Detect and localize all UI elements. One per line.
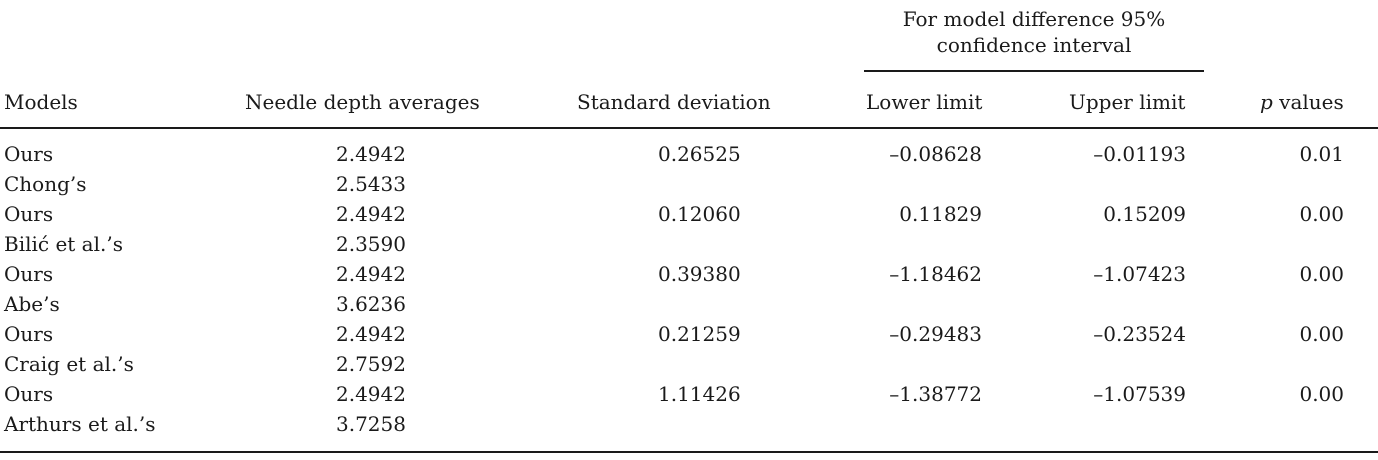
- cell-needle-depth-average: 3.6236: [336, 292, 406, 316]
- cell-lower-limit: –1.18462: [889, 262, 982, 286]
- header-rule: [0, 127, 1378, 129]
- cell-upper-limit: –1.07423: [1093, 262, 1186, 286]
- cell-model: Ours: [4, 322, 54, 346]
- cell-standard-deviation: 0.26525: [658, 142, 741, 166]
- cell-standard-deviation: 1.11426: [658, 382, 741, 406]
- cell-p-value: 0.00: [1299, 322, 1344, 346]
- group-header-line-2: confidence interval: [936, 33, 1132, 57]
- header-p-letter: p: [1260, 90, 1273, 114]
- confidence-interval-group-header: [862, 6, 1206, 58]
- table-row: [0, 322, 1378, 352]
- cell-p-value: 0.00: [1299, 262, 1344, 286]
- cell-needle-depth-average: 2.4942: [336, 142, 406, 166]
- cell-model: Ours: [4, 382, 54, 406]
- cell-needle-depth-average: 2.5433: [336, 172, 406, 196]
- cell-model: Craig et al.’s: [4, 352, 134, 376]
- cell-p-value: 0.00: [1299, 382, 1344, 406]
- cell-model: Chong’s: [4, 172, 87, 196]
- table-row: [0, 202, 1378, 232]
- table-body: [0, 142, 1378, 442]
- table-row: [0, 142, 1378, 172]
- cell-p-value: 0.00: [1299, 202, 1344, 226]
- table-row: [0, 352, 1378, 382]
- header-needle-depth-averages: Needle depth averages: [245, 90, 480, 114]
- cell-upper-limit: –0.23524: [1093, 322, 1186, 346]
- header-upper-limit: Upper limit: [1069, 90, 1186, 114]
- cell-upper-limit: –1.07539: [1093, 382, 1186, 406]
- cell-model: Bilić et al.’s: [4, 232, 123, 256]
- cell-needle-depth-average: 2.4942: [336, 202, 406, 226]
- cell-upper-limit: 0.15209: [1103, 202, 1186, 226]
- cell-needle-depth-average: 3.7258: [336, 412, 406, 436]
- table-row: [0, 262, 1378, 292]
- header-p-values: [1260, 90, 1344, 114]
- table-row: [0, 172, 1378, 202]
- cell-model: Ours: [4, 262, 54, 286]
- cell-model: Arthurs et al.’s: [4, 412, 156, 436]
- table-row: [0, 382, 1378, 412]
- cell-model: Ours: [4, 142, 54, 166]
- table-row: [0, 412, 1378, 442]
- cell-lower-limit: –1.38772: [889, 382, 982, 406]
- cell-model: Ours: [4, 202, 54, 226]
- table-row: [0, 292, 1378, 322]
- cell-needle-depth-average: 2.4942: [336, 382, 406, 406]
- cell-needle-depth-average: 2.7592: [336, 352, 406, 376]
- cell-upper-limit: –0.01193: [1093, 142, 1186, 166]
- cell-lower-limit: 0.11829: [899, 202, 982, 226]
- header-standard-deviation: Standard deviation: [577, 90, 771, 114]
- cell-standard-deviation: 0.39380: [658, 262, 741, 286]
- cell-lower-limit: –0.29483: [889, 322, 982, 346]
- cell-standard-deviation: 0.12060: [658, 202, 741, 226]
- cell-lower-limit: –0.08628: [889, 142, 982, 166]
- header-p-rest: values: [1272, 90, 1344, 114]
- header-models: Models: [4, 90, 78, 114]
- cell-standard-deviation: 0.21259: [658, 322, 741, 346]
- cell-needle-depth-average: 2.4942: [336, 322, 406, 346]
- cell-model: Abe’s: [4, 292, 60, 316]
- table-row: [0, 232, 1378, 262]
- group-header-line-1: For model difference 95%: [902, 7, 1166, 31]
- header-lower-limit: Lower limit: [866, 90, 983, 114]
- cell-p-value: 0.01: [1299, 142, 1344, 166]
- footer-rule: [0, 451, 1378, 453]
- group-header-rule: [864, 70, 1204, 72]
- cell-needle-depth-average: 2.3590: [336, 232, 406, 256]
- cell-needle-depth-average: 2.4942: [336, 262, 406, 286]
